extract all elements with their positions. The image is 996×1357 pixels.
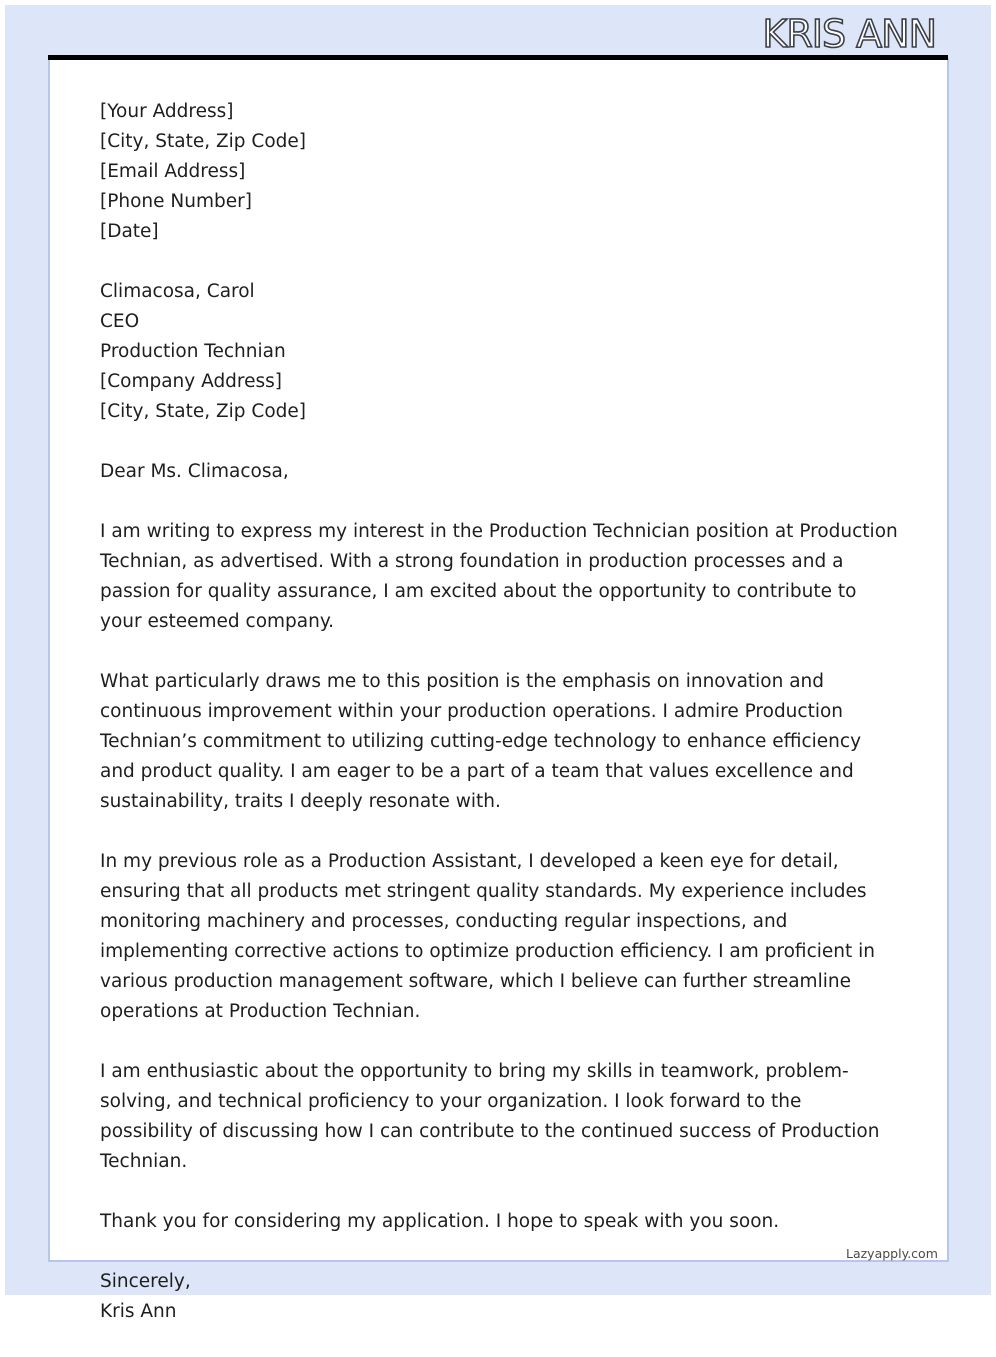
signature-name: Kris Ann [100,1301,177,1322]
body-paragraph-motivation: What particularly draws me to this position is the emphasis on innovation and continuous improvement within your production operations. I admire Production Technian’s commitment to utilizing cutting-edge technology to enhance efficiency and product quality. I am eager to be a part of a team that values excellence and sustainability, traits I deeply resonate with. [100,671,862,812]
cover-letter-body [100,97,900,1357]
sender-email: [Email Address] [100,161,246,182]
body-paragraph-intro: I am writing to express my interest in the Production Technician position at Production Technian, as advertised. With a strong foundation in production processes and a passion for quality assurance, I am excited about the opportunity to contribute to your esteemed company. [100,521,898,632]
recipient-city-state-zip: [City, State, Zip Code] [100,401,306,422]
sender-address: [Your Address] [100,101,234,122]
candidate-name-header: KRIS ANN [762,12,936,56]
recipient-name: Climacosa, Carol [100,281,255,302]
closing-block [100,1267,900,1327]
sender-block [100,97,900,247]
salutation: Dear Ms. Climacosa, [100,461,289,482]
letter-date: [Date] [100,221,159,242]
watermark-text: Lazyapply.com [846,1246,938,1261]
recipient-address: [Company Address] [100,371,283,392]
recipient-block [100,277,900,427]
recipient-title: CEO [100,311,140,332]
sender-phone: [Phone Number] [100,191,252,212]
sender-city-state-zip: [City, State, Zip Code] [100,131,306,152]
body-paragraph-thanks: Thank you for considering my application. I hope to speak with you soon. [100,1211,780,1232]
body-paragraph-skills: I am enthusiastic about the opportunity to bring my skills in teamwork, problem-solving, and technical proficiency to your organization. I look forward to the possibility of discussing how I can contribute to the continued success of Production Technian. [100,1061,880,1172]
body-paragraph-experience: In my previous role as a Production Assistant, I developed a keen eye for detail, ensuring that all products met stringent quality standards. My experience includes monitoring machinery and processes, conducting regular inspections, and implementing corrective actions to optimize production efficiency. I am proficient in various production management software, which I believe can further streamline operations at Production Technian. [100,851,875,1022]
recipient-company: Production Technian [100,341,286,362]
valediction: Sincerely, [100,1271,191,1292]
